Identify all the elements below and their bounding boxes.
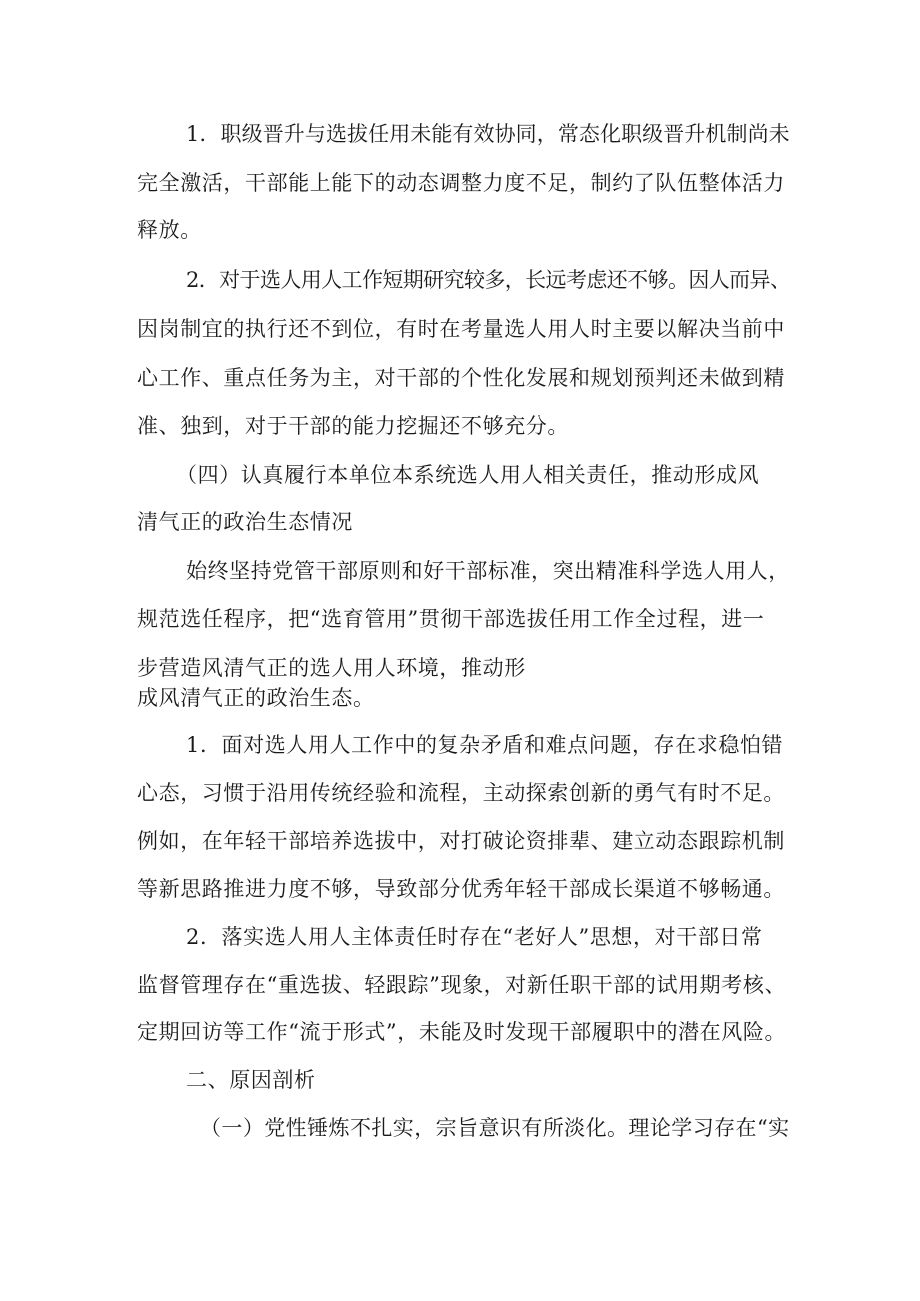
text-line: 成风清气正的政治生态。 xyxy=(137,686,375,710)
text-line: 心工作、重点任务为主，对干部的个性化发展和规划预判还未做到精 xyxy=(137,366,785,390)
text-line: 等新思路推进力度不够，导致部分优秀年轻干部成长渠道不够畅通。 xyxy=(137,877,785,901)
text-line: 步营造风清气正的选人用人环境，推动形 xyxy=(137,656,526,680)
text-line: 准、独到，对于干部的能力挖掘还不够充分。 xyxy=(137,414,569,438)
section-heading: （四）认真履行本单位本系统选人用人相关责任，推动形成风 xyxy=(176,463,760,487)
text-line: 释放。 xyxy=(137,218,202,242)
text-line: 定期回访等工作“流于形式”，未能及时发现干部履职中的潜在风险。 xyxy=(137,1020,787,1044)
text-line: 2．对于选人用人工作短期研究较多，长远考虑还不够。因人而异、 xyxy=(186,268,791,292)
text-line: 完全激活，干部能上能下的动态调整力度不足，制约了队伍整体活力 xyxy=(137,171,785,195)
text-line: （一）党性锤炼不扎实，宗旨意识有所淡化。理论学习存在“实 xyxy=(200,1116,790,1140)
text-line: 1．面对选人用人工作中的复杂矛盾和难点问题，存在求稳怕错 xyxy=(186,733,784,757)
text-line: 例如，在年轻干部培养选拔中，对打破论资排辈、建立动态跟踪机制 xyxy=(137,829,785,853)
text-line: 规范选任程序，把“选育管用”贯彻干部选拔任用工作全过程，进一 xyxy=(137,607,765,631)
text-line: 1．职级晋升与选拔任用未能有效协同，常态化职级晋升机制尚未 xyxy=(186,122,790,146)
section-heading: 二、原因剖析 xyxy=(186,1068,316,1092)
section-heading: 清气正的政治生态情况 xyxy=(137,510,353,534)
text-line: 2．落实选人用人主体责任时存在“老好人”思想，对干部日常 xyxy=(186,925,763,949)
text-line: 始终坚持党管干部原则和好干部标准，突出精准科学选人用人， xyxy=(186,559,790,583)
text-line: 监督管理存在“重选拔、轻跟踪”现象，对新任职干部的试用期考核、 xyxy=(137,973,787,997)
text-line: 因岗制宜的执行还不到位，有时在考量选人用人时主要以解决当前中 xyxy=(137,317,785,341)
text-line: 心态，习惯于沿用传统经验和流程，主动探索创新的勇气有时不足。 xyxy=(137,781,785,805)
